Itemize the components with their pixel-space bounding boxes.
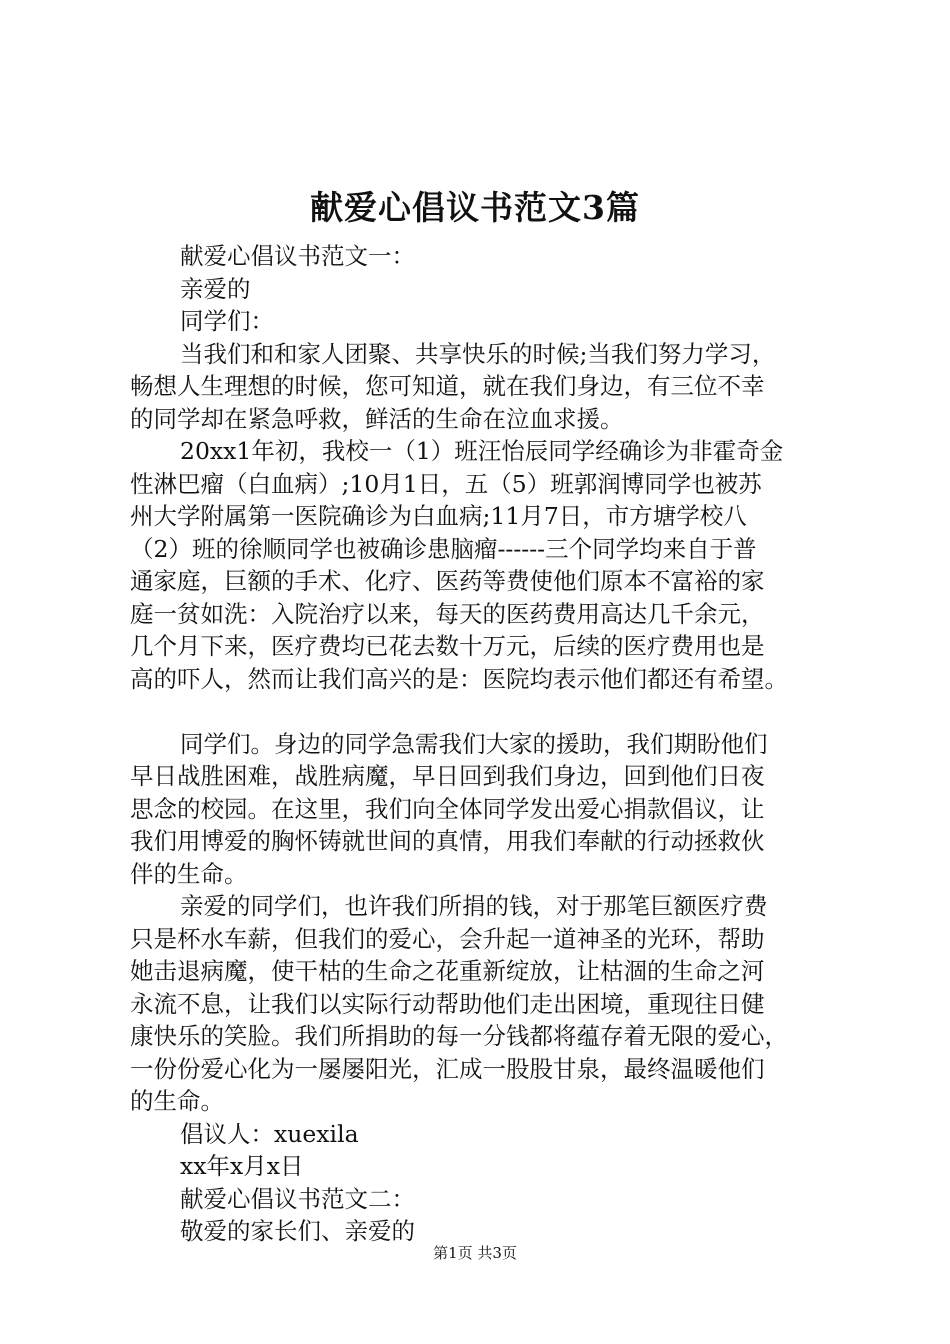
body-line: 性淋巴瘤（白血病）;10月1日，五（5）班郭润博同学也被苏 xyxy=(130,469,762,498)
body-line: （2）班的徐顺同学也被确诊患脑瘤------三个同学均来自于普 xyxy=(130,534,757,563)
body-line: 庭一贫如洗：入院治疗以来，每天的医药费用高达几千余元， xyxy=(130,599,765,628)
body-line: 一份份爱心化为一屡屡阳光，汇成一股股甘泉，最终温暖他们 xyxy=(130,1054,765,1083)
body-line: 的生命。 xyxy=(130,1087,224,1115)
body-line: 畅想人生理想的时候，您可知道，就在我们身边，有三位不幸 xyxy=(130,372,765,400)
body-line: 同学们。身边的同学急需我们大家的援助，我们期盼他们 xyxy=(180,729,768,758)
body-line: 通家庭，巨额的手术、化疗、医药等费使他们原本不富裕的家 xyxy=(130,567,765,595)
body-line: 思念的校园。在这里，我们向全体同学发出爱心捐款倡议，让 xyxy=(130,794,765,823)
body-line: 同学们： xyxy=(180,307,274,335)
body-line: 只是杯水车薪，但我们的爱心，会升起一道神圣的光环，帮助 xyxy=(130,924,765,953)
body-line: 敬爱的家长们、亲爱的 xyxy=(180,1217,415,1245)
body-line: 倡议人：xuexila xyxy=(180,1119,359,1148)
body-line: 当我们和和家人团聚、共享快乐的时候;当我们努力学习， xyxy=(180,339,776,368)
body-line: 献爱心倡议书范文一： xyxy=(180,242,415,270)
body-line: 亲爱的同学们，也许我们所捐的钱，对于那笔巨额医疗费 xyxy=(180,892,768,920)
body-line: 早日战胜困难，战胜病魔，早日回到我们身边，回到他们日夜 xyxy=(130,762,765,790)
body-line: 州大学附属第一医院确诊为白血病;11月7日，市方塘学校八 xyxy=(130,502,747,530)
body-line: xx年x月x日 xyxy=(180,1152,304,1180)
body-line: 我们用博爱的胸怀铸就世间的真情，用我们奉献的行动拯救伙 xyxy=(130,827,765,855)
body-line: 伴的生命。 xyxy=(130,859,248,888)
body-line: 的同学却在紧急呼救，鲜活的生命在泣血求援。 xyxy=(130,404,624,433)
body-line: 永流不息，让我们以实际行动帮助他们走出困境，重现往日健 xyxy=(130,989,765,1018)
body-line: 20xx1年初，我校一（1）班汪怡辰同学经确诊为非霍奇金 xyxy=(180,437,784,465)
body-line: 她击退病魔，使干枯的生命之花重新绽放，让枯涸的生命之河 xyxy=(130,957,765,985)
body-line: 高的吓人，然而让我们高兴的是：医院均表示他们都还有希望。 xyxy=(130,664,788,693)
page-footer: 第1页 共3页 xyxy=(433,1244,517,1262)
body-line: 几个月下来，医疗费均已花去数十万元，后续的医疗费用也是 xyxy=(130,632,765,660)
body-line: 康快乐的笑脸。我们所捐助的每一分钱都将蕴存着无限的爱心， xyxy=(130,1022,788,1050)
body-line: 献爱心倡议书范文二： xyxy=(180,1184,415,1213)
document-body xyxy=(130,240,840,1248)
blank-line xyxy=(130,695,840,728)
document-title: 献爱心倡议书范文3篇 xyxy=(310,188,640,227)
body-line: 亲爱的 xyxy=(180,274,251,303)
